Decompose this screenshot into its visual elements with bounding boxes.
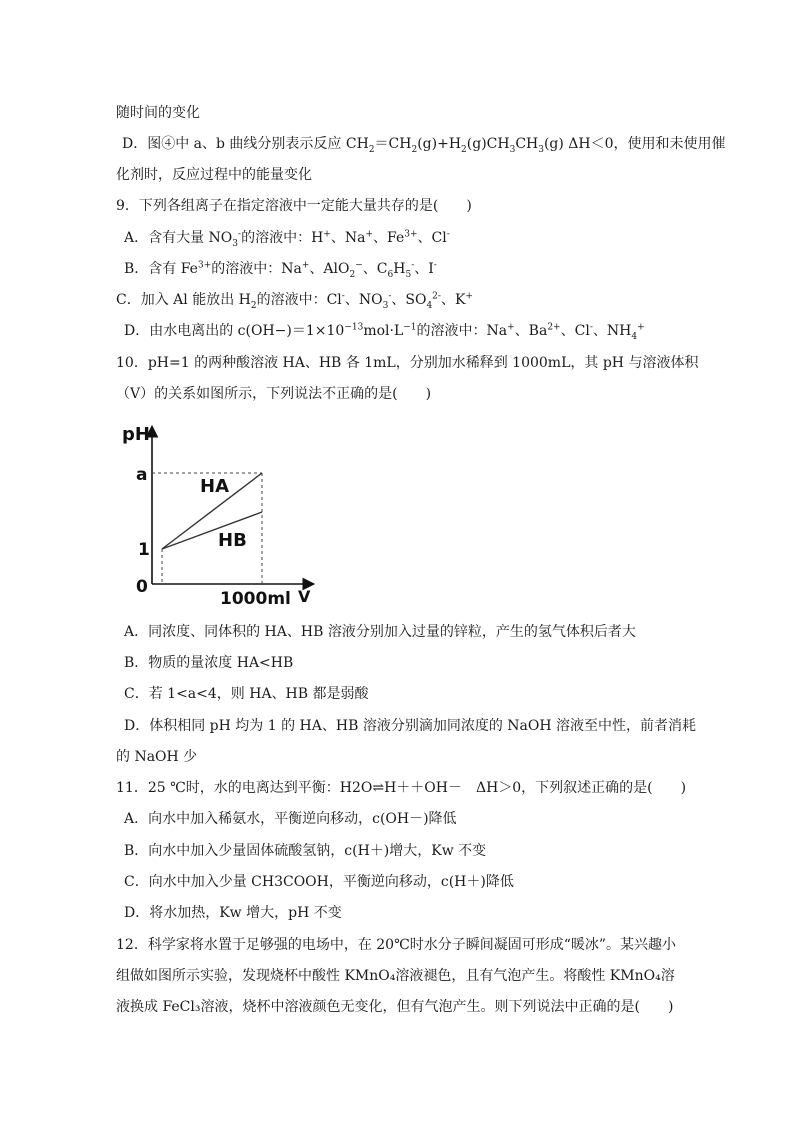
q11-option-d: D．将水加热，Kw 增大，pH 不变 [124, 905, 342, 921]
series-hb-label: HB [218, 530, 247, 551]
q9-option-d: D．由水电离出的 $c(OH-)=1\times 10^{-13}mol\cdot L^{-1}$的溶液中：Na+、$Ba^{2+}$、Cl-、$NH_4^+$ [124, 322, 645, 342]
q10-option-b: B．物质的量浓度 HA<HB [124, 655, 294, 671]
q12-line3: 液换成 FeCl₃溶液，烧杯中溶液颜色无变化，但有气泡产生。则下列说法中正确的是( ) [116, 999, 674, 1015]
q10-stem-line1: 10．pH=1 的两种酸溶液 HA、HB 各 1mL，分别加水稀释到 1000mL，其 pH 与溶液体积 [116, 355, 699, 371]
y-tick-a: a [136, 465, 148, 485]
x-axis-label: V [298, 587, 311, 606]
q11-option-b: B．向水中加入少量固体硫酸氢钠，c(H＋)增大，Kw 不变 [124, 843, 487, 859]
y-tick-0: 0 [136, 577, 148, 597]
q9-option-b: B．含有 $Fe^{3+}$的溶液中：Na+、AlO$_2$−、$C_6H_5^-$、I- [124, 260, 437, 280]
ph-volume-chart [116, 418, 322, 614]
q10-option-d: D．体积相同 pH 均为 1 的 HA、HB 溶液分别滴加同浓度的 NaOH 溶液至中性，前者消耗 [124, 718, 697, 734]
q9-stem: 9．下列各组离子在指定溶液中一定能大量共存的是( ) [116, 198, 472, 214]
q10-option-a: A．同浓度、同体积的 HA、HB 溶液分别加入过量的锌粒，产生的氢气体积后者大 [124, 624, 636, 640]
q8-cont-text: 随时间的变化 [116, 105, 200, 121]
series-ha-label: HA [200, 476, 229, 497]
q10-option-c: C．若 1<a<4，则 HA、HB 都是弱酸 [124, 686, 369, 702]
q11-option-c: C．向水中加入少量 CH3COOH，平衡逆向移动，c(H＋)降低 [124, 874, 514, 890]
series-hb-line [162, 512, 262, 549]
q12-line2: 组做如图所示实验，发现烧杯中酸性 KMnO₄溶液褪色，且有气泡产生。将酸性 KMnO₄溶 [116, 968, 675, 984]
q10-option-d-line2: 的 NaOH 少 [116, 749, 198, 765]
x-tick-1000ml: 1000ml [220, 589, 291, 609]
q11-option-a: A．向水中加入稀氨水，平衡逆向移动，c(OH－)降低 [124, 811, 457, 827]
q9-option-c: C．加入 Al 能放出 $H_2$的溶液中：Cl-、$NO_3^-$、$SO_4^{2-}$、K+ [116, 291, 473, 311]
q9-option-a: A．含有大量 $NO_3^-$的溶液中：H+、Na+、$Fe^{3+}$、Cl- [124, 229, 450, 249]
y-tick-1: 1 [138, 540, 150, 560]
q10-stem-line2: （V）的关系如图所示，下列说法不正确的是( ) [116, 386, 432, 402]
y-axis-label: pH [122, 424, 150, 445]
q8-option-d: D．图④中 a、b 曲线分别表示反应 $CH_2=CH_2(g)+H_2(g)CH_3CH_3(g)$ ΔH＜0，使用和未使用催 [122, 136, 726, 155]
q8-option-d-line2: 化剂时，反应过程中的能量变化 [116, 167, 312, 183]
q8-continuation [116, 103, 200, 123]
q11-stem: 11．25 ℃时，水的电离达到平衡：H2O⇌H＋＋OH－ ΔH＞0，下列叙述正确的是( ) [116, 780, 687, 796]
q12-line1: 12．科学家将水置于足够强的电场中，在 20℃时水分子瞬间凝固可形成“暖冰”。某兴趣小 [116, 937, 677, 953]
